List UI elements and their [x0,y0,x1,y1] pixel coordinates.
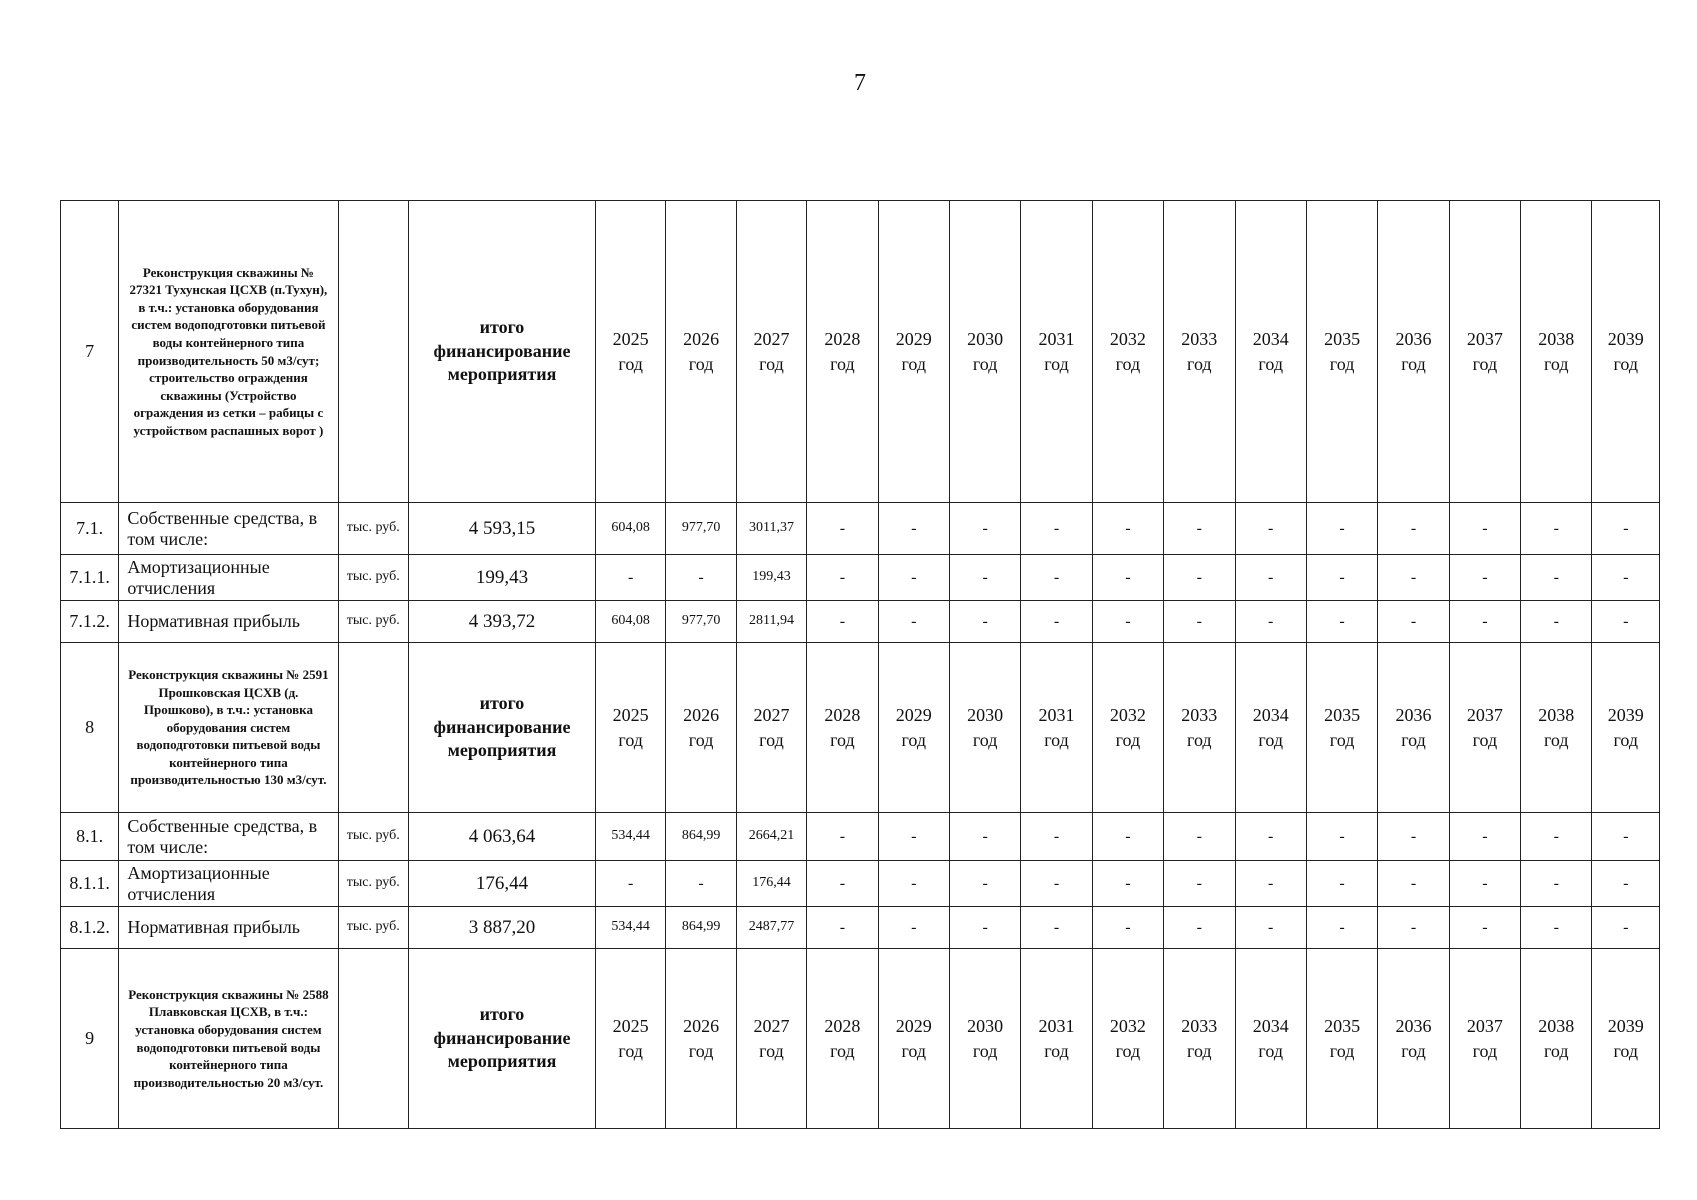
year-header-cell [807,949,878,1129]
year-header-cell [878,643,949,813]
year-header-cell [736,949,806,1129]
year-value-cell: - [1378,907,1449,949]
year-value-cell: - [1306,601,1377,643]
year-value-cell: - [1021,861,1092,907]
year-value-cell: - [1235,813,1306,861]
year-header-cell [666,643,736,813]
year-header-cell [1449,643,1520,813]
year-suffix: год [1044,1040,1069,1061]
year-value-cell: - [1521,601,1592,643]
year-value: 2039 [1607,329,1644,350]
year-value-cell: - [1521,555,1592,601]
year-value-cell: - [1449,503,1520,555]
year-value: 2036 [1395,705,1432,726]
year-value: 2033 [1181,329,1218,350]
table-row [61,601,1660,643]
year-header-cell [1164,201,1235,503]
year-suffix: год [1258,1040,1283,1061]
year-value-cell: 176,44 [736,861,806,907]
year-header-cell [1592,201,1660,503]
year-value: 2028 [824,705,861,726]
year-suffix: год [972,1040,998,1061]
year-suffix: год [1543,353,1569,374]
year-value: 2038 [1538,1016,1575,1037]
section-number: 9 [61,949,119,1129]
year-suffix: год [1401,353,1426,374]
section-number: 7 [61,201,119,503]
year-header-cell [1521,643,1592,813]
year-value: 2033 [1181,1016,1218,1037]
year-value: 2034 [1252,1016,1289,1037]
year-header-cell [949,643,1020,813]
row-number: 7.1.2. [61,601,119,643]
row-number: 7.1.1. [61,555,119,601]
row-number: 8.1. [61,813,119,861]
year-value: 2035 [1324,329,1361,350]
year-value-cell: - [878,503,949,555]
year-suffix: год [1044,729,1069,750]
year-value: 2037 [1466,705,1503,726]
year-value-cell: - [1164,907,1235,949]
year-value: 2038 [1538,329,1575,350]
year-suffix: год [1613,1040,1639,1061]
year-value: 2026 [683,1016,720,1037]
year-suffix: год [1613,729,1639,750]
row-name: Нормативная прибыль [119,907,338,949]
year-suffix: год [972,353,998,374]
year-value-cell: 604,08 [595,503,665,555]
year-value-cell: - [949,555,1020,601]
year-value-cell: - [1521,813,1592,861]
year-value: 2027 [753,705,790,726]
year-header-cell [1592,643,1660,813]
year-value: 2026 [683,705,720,726]
row-unit: тыс. руб. [338,555,408,601]
year-value: 2039 [1607,1016,1644,1037]
section-number: 8 [61,643,119,813]
row-number: 8.1.1. [61,861,119,907]
year-suffix: год [901,1040,927,1061]
year-value: 2035 [1324,705,1361,726]
table-row [61,907,1660,949]
year-header-cell [1164,643,1235,813]
year-value-cell: - [1592,861,1660,907]
year-header-cell [666,949,736,1129]
year-header-cell [1449,201,1520,503]
total-financing-label: итого финансирование мероприятия [408,949,595,1129]
year-value-cell: - [1021,555,1092,601]
year-value-cell: - [878,601,949,643]
year-value-cell: - [1092,601,1163,643]
year-value-cell: - [1164,861,1235,907]
row-name: Амортизационные отчисления [119,555,338,601]
year-suffix: год [901,353,927,374]
year-suffix: год [759,1040,784,1061]
year-suffix: год [1543,1040,1569,1061]
year-value: 2029 [895,705,932,726]
row-total: 4 063,64 [408,813,595,861]
row-number: 8.1.2. [61,907,119,949]
year-header-cell [595,201,665,503]
year-value: 2030 [967,705,1004,726]
year-value-cell: - [1521,861,1592,907]
year-header-cell [1378,949,1449,1129]
year-value-cell: - [1306,555,1377,601]
year-value-cell: 2811,94 [736,601,806,643]
year-header-cell [1449,949,1520,1129]
table-row [61,503,1660,555]
year-value-cell: - [1235,601,1306,643]
year-header-cell [1521,949,1592,1129]
year-suffix: год [1115,353,1141,374]
year-value-cell: - [949,503,1020,555]
year-header-cell [878,201,949,503]
year-value-cell: - [1235,503,1306,555]
year-suffix: год [1472,729,1498,750]
page-number: 7 [854,70,866,96]
year-header-cell [949,201,1020,503]
year-suffix: год [1613,353,1639,374]
table-row [61,813,1660,861]
year-value: 2031 [1038,329,1075,350]
year-value-cell: - [1235,907,1306,949]
year-value-cell: - [1021,503,1092,555]
year-value-cell: - [1378,813,1449,861]
year-header-cell [1378,643,1449,813]
year-value-cell: 977,70 [666,503,736,555]
year-value-cell: - [1449,601,1520,643]
year-suffix: год [618,729,643,750]
year-value-cell: - [878,907,949,949]
row-name: Собственные средства, в том числе: [119,503,338,555]
section-description: Реконструкция скважины № 2588 Плавковская ЦСХВ, в т.ч.: установка оборудования систем водоподготовки питьевой воды контейнерного типа производительностью 20 м3/сут. [119,949,338,1129]
year-suffix: год [1401,1040,1426,1061]
year-value-cell: - [878,861,949,907]
year-header-cell [1306,201,1377,503]
total-financing-label: итого финансирование мероприятия [408,201,595,503]
year-header-cell [1021,201,1092,503]
year-value-cell: - [1378,555,1449,601]
year-suffix: год [1187,1040,1212,1061]
year-header-cell [1164,949,1235,1129]
year-header-cell [949,949,1020,1129]
year-value-cell: - [807,601,878,643]
year-value-cell: - [1021,813,1092,861]
year-value: 2025 [612,1016,649,1037]
year-value-cell: - [807,555,878,601]
section-unit-empty [338,643,408,813]
year-value: 2030 [967,329,1004,350]
year-value-cell: - [1378,601,1449,643]
year-header-cell [1235,643,1306,813]
table-row [61,555,1660,601]
year-suffix: год [1258,353,1283,374]
year-value-cell: - [1092,907,1163,949]
year-value: 2032 [1109,705,1146,726]
year-value-cell: - [1235,861,1306,907]
year-value: 2035 [1324,1016,1361,1037]
year-suffix: год [1543,729,1569,750]
year-value-cell: - [1378,503,1449,555]
year-value-cell: - [1164,555,1235,601]
year-suffix: год [618,1040,643,1061]
year-value-cell: - [1592,503,1660,555]
year-value-cell: 534,44 [595,907,665,949]
year-header-cell [736,643,806,813]
year-value-cell: - [1092,503,1163,555]
year-value: 2036 [1395,1016,1432,1037]
year-header-cell [595,949,665,1129]
row-total: 199,43 [408,555,595,601]
year-value-cell: 864,99 [666,813,736,861]
row-unit: тыс. руб. [338,907,408,949]
year-value-cell: 604,08 [595,601,665,643]
year-suffix: год [1258,729,1283,750]
year-value: 2029 [895,329,932,350]
row-name: Нормативная прибыль [119,601,338,643]
year-suffix: год [830,353,855,374]
year-value-cell: - [807,861,878,907]
row-total: 4 393,72 [408,601,595,643]
year-suffix: год [901,729,927,750]
year-value-cell: - [878,813,949,861]
year-suffix: год [1115,729,1141,750]
year-value-cell: - [807,907,878,949]
total-financing-label: итого финансирование мероприятия [408,643,595,813]
year-header-cell [736,201,806,503]
year-value-cell: - [1021,907,1092,949]
year-value-cell: - [1521,503,1592,555]
table-row [61,861,1660,907]
year-suffix: год [1187,353,1212,374]
year-value-cell: - [949,861,1020,907]
year-suffix: год [759,353,784,374]
year-header-cell [1306,643,1377,813]
year-suffix: год [1187,729,1212,750]
year-value-cell: 199,43 [736,555,806,601]
year-value-cell: - [1306,813,1377,861]
year-value-cell: - [1164,813,1235,861]
row-total: 4 593,15 [408,503,595,555]
year-value: 2027 [753,329,790,350]
row-name: Амортизационные отчисления [119,861,338,907]
year-value: 2031 [1038,1016,1075,1037]
year-suffix: год [759,729,784,750]
year-value-cell: - [807,813,878,861]
year-value-cell: - [1449,861,1520,907]
year-header-cell [1306,949,1377,1129]
year-value-cell: 2664,21 [736,813,806,861]
year-value-cell: - [1164,601,1235,643]
year-value-cell: - [878,555,949,601]
year-value: 2033 [1181,705,1218,726]
year-value: 2031 [1038,705,1075,726]
year-value-cell: - [1592,907,1660,949]
year-value-cell: - [666,861,736,907]
year-suffix: год [688,729,714,750]
year-value: 2038 [1538,705,1575,726]
row-unit: тыс. руб. [338,601,408,643]
year-suffix: год [1329,1040,1355,1061]
year-value-cell: - [1449,907,1520,949]
year-value: 2028 [824,329,861,350]
year-value-cell: - [1021,601,1092,643]
year-suffix: год [1329,353,1355,374]
year-value-cell: 2487,77 [736,907,806,949]
year-header-cell [1378,201,1449,503]
year-value-cell: - [1306,907,1377,949]
year-header-cell [1021,643,1092,813]
year-value-cell: - [595,861,665,907]
year-value-cell: - [949,907,1020,949]
year-value-cell: - [949,601,1020,643]
year-value: 2030 [967,1016,1004,1037]
year-header-cell [878,949,949,1129]
year-suffix: год [1472,1040,1498,1061]
year-value-cell: - [949,813,1020,861]
year-header-cell [807,643,878,813]
year-value-cell: - [1592,601,1660,643]
row-number: 7.1. [61,503,119,555]
section-header-row [61,949,1660,1129]
year-value: 2032 [1109,329,1146,350]
year-value: 2026 [683,329,720,350]
year-value: 2034 [1252,329,1289,350]
year-value-cell: - [1235,555,1306,601]
year-suffix: год [618,353,643,374]
year-header-cell [1521,201,1592,503]
section-header-row [61,643,1660,813]
year-suffix: год [972,729,998,750]
year-value-cell: - [595,555,665,601]
year-value-cell: - [1092,813,1163,861]
row-total: 176,44 [408,861,595,907]
row-unit: тыс. руб. [338,503,408,555]
year-value-cell: - [1521,907,1592,949]
year-value-cell: - [1092,555,1163,601]
year-value-cell: 3011,37 [736,503,806,555]
year-value-cell: 534,44 [595,813,665,861]
year-value: 2037 [1466,329,1503,350]
year-suffix: год [1044,353,1069,374]
year-value-cell: - [1164,503,1235,555]
year-header-cell [666,201,736,503]
year-header-cell [1235,949,1306,1129]
year-suffix: год [1115,1040,1141,1061]
year-suffix: год [1401,729,1426,750]
financing-table [60,200,1660,1129]
year-suffix: год [688,353,714,374]
year-suffix: год [1472,353,1498,374]
section-unit-empty [338,949,408,1129]
year-value-cell: - [666,555,736,601]
year-value-cell: - [1592,813,1660,861]
year-header-cell [807,201,878,503]
year-value-cell: - [1306,861,1377,907]
section-description: Реконструкция скважины № 27321 Тухунская ЦСХВ (п.Тухун), в т.ч.: установка оборудования систем водоподготовки питьевой воды контейнерного типа производительность 50 м3/сут; строительство ограждения скважины (Устройство ограждения из сетки – рабицы с устройством распашных ворот ) [119,201,338,503]
year-value: 2037 [1466,1016,1503,1037]
section-header-row [61,201,1660,503]
year-header-cell [1092,949,1163,1129]
year-suffix: год [688,1040,714,1061]
year-value: 2036 [1395,329,1432,350]
year-value: 2027 [753,1016,790,1037]
year-value: 2028 [824,1016,861,1037]
year-value-cell: - [807,503,878,555]
row-unit: тыс. руб. [338,813,408,861]
year-suffix: год [1329,729,1355,750]
year-header-cell [1235,201,1306,503]
year-value-cell: 977,70 [666,601,736,643]
section-description: Реконструкция скважины № 2591 Прошковская ЦСХВ (д. Прошково), в т.ч.: установка оборудования систем водоподготовки питьевой воды контейнерного типа производительностью 130 м3/сут. [119,643,338,813]
year-value-cell: - [1306,503,1377,555]
year-suffix: год [830,1040,855,1061]
row-unit: тыс. руб. [338,861,408,907]
year-value-cell: - [1592,555,1660,601]
year-suffix: год [830,729,855,750]
year-value: 2034 [1252,705,1289,726]
year-value-cell: 864,99 [666,907,736,949]
year-header-cell [595,643,665,813]
section-unit-empty [338,201,408,503]
year-value: 2025 [612,329,649,350]
year-header-cell [1092,201,1163,503]
year-header-cell [1592,949,1660,1129]
year-value: 2039 [1607,705,1644,726]
year-value: 2032 [1109,1016,1146,1037]
year-value-cell: - [1449,555,1520,601]
year-header-cell [1092,643,1163,813]
year-value-cell: - [1378,861,1449,907]
year-value: 2025 [612,705,649,726]
row-total: 3 887,20 [408,907,595,949]
row-name: Собственные средства, в том числе: [119,813,338,861]
year-value: 2029 [895,1016,932,1037]
year-value-cell: - [1449,813,1520,861]
year-value-cell: - [1092,861,1163,907]
year-header-cell [1021,949,1092,1129]
